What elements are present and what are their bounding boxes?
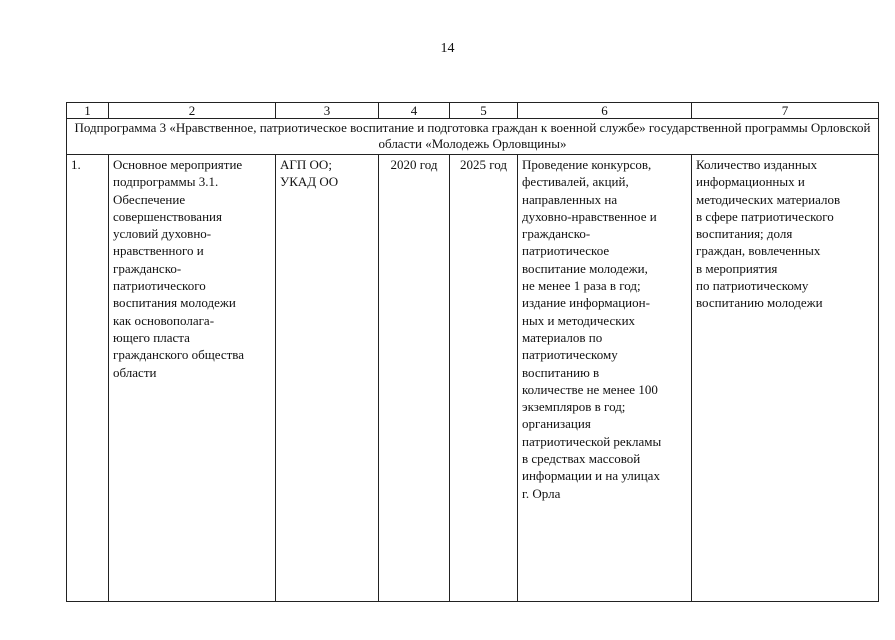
column-number-row xyxy=(67,103,879,119)
column-header-5: 5 xyxy=(450,103,518,119)
subprogram-title: Подпрограмма 3 «Нравственное, патриотическое воспитание и подготовка граждан к военной службе» государственной программы Орловской области «Молодежь Орловщины» xyxy=(67,119,879,155)
row-number-cell: 1. xyxy=(67,155,109,602)
program-activities-table xyxy=(66,102,879,602)
column-header-7: 7 xyxy=(692,103,879,119)
page-number: 14 xyxy=(440,41,455,56)
column-header-1: 1 xyxy=(67,103,109,119)
column-header-3: 3 xyxy=(276,103,379,119)
executors-cell: АГП ОО; УКАД ОО xyxy=(276,155,379,602)
table-row xyxy=(67,155,879,602)
expected-result-cell: Проведение конкурсов, фестивалей, акций, направленных на духовно-нравственное и гражданско- патриотическое воспитание молодежи, не менее 1 раза в год; издание информацион- ных и методических материалов по патриотическому воспитанию в количестве не менее 100 экземпляров в год; организация патриотической рекламы в средствах массовой информации и на улицах г. Орла xyxy=(518,155,692,602)
start-year-cell: 2020 год xyxy=(379,155,450,602)
column-header-6: 6 xyxy=(518,103,692,119)
activity-cell: Основное мероприятие подпрограммы 3.1. Обеспечение совершенствования условий духовно- нравственного и гражданско- патриотического воспитания молодежи как основополага- ющего пласта гражданского общества области xyxy=(109,155,276,602)
indicators-cell: Количество изданных информационных и методических материалов в сфере патриотического воспитания; доля граждан, вовлеченных в мероприятия по патриотическому воспитанию молодежи xyxy=(692,155,879,602)
subprogram-title-row xyxy=(67,119,879,155)
column-header-2: 2 xyxy=(109,103,276,119)
column-header-4: 4 xyxy=(379,103,450,119)
end-year-cell: 2025 год xyxy=(450,155,518,602)
